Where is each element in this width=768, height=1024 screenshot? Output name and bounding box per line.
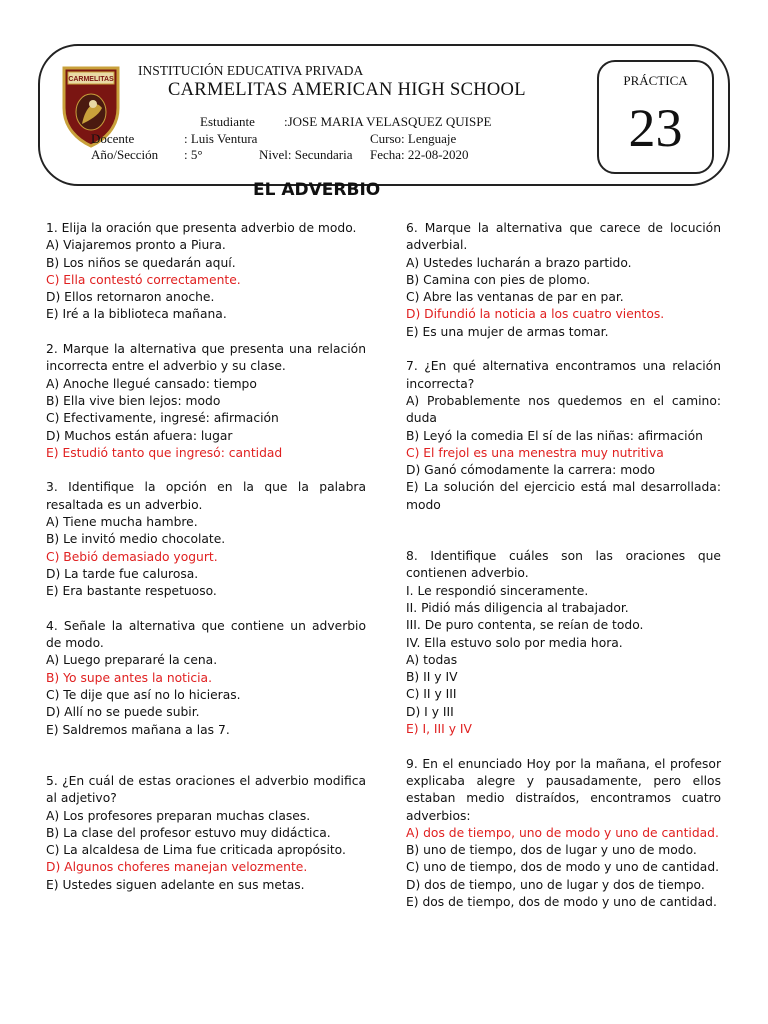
correct-option: D) Algunos choferes manejan velozmente. [46, 860, 308, 875]
right-column [406, 220, 721, 911]
option: D) Ellos retornaron anoche. [46, 290, 215, 305]
institution-name: INSTITUCIÓN EDUCATIVA PRIVADA [138, 63, 364, 78]
option: B) La clase del profesor estuvo muy didáctica. [46, 825, 331, 840]
section-value: : 5° [184, 147, 203, 162]
page-title: EL ADVERBIO [253, 180, 381, 200]
crest-text: CARMELITAS [68, 76, 114, 83]
correct-option: A) dos de tiempo, uno de modo y uno de cantidad. [406, 825, 719, 840]
practice-box [597, 60, 714, 174]
sentence: I. Le respondió sinceramente. [406, 583, 589, 598]
option: C) II y III [406, 687, 457, 702]
option: A) Los profesores preparan muchas clases. [46, 808, 311, 823]
option: A) Ustedes lucharán a brazo partido. [406, 255, 632, 270]
question-stem: 4. Señale la alternativa que contiene un adverbio de modo. [46, 618, 366, 651]
option: A) Luego prepararé la cena. [46, 653, 218, 668]
option: E) La solución del ejercicio está mal desarrollada: modo [406, 480, 721, 512]
option: B) Camina con pies de plomo. [406, 272, 591, 287]
question-stem: 6. Marque la alternativa que carece de locución adverbial. [406, 221, 721, 253]
option: D) dos de tiempo, uno de lugar y dos de tiempo. [406, 877, 705, 892]
left-column [46, 220, 366, 894]
practice-number: 23 [628, 98, 683, 158]
option: D) I y III [406, 704, 454, 719]
correct-option: B) Yo supe antes la noticia. [46, 670, 213, 685]
option: A) Tiene mucha hambre. [46, 515, 198, 530]
option: B) Ella vive bien lejos: modo [46, 393, 221, 408]
correct-option: C) Bebió demasiado yogurt. [46, 549, 218, 564]
student-value: :JOSE MARIA VELASQUEZ QUISPE [284, 114, 492, 129]
option: E) Iré a la biblioteca mañana. [46, 307, 227, 322]
option: E) Es una mujer de armas tomar. [406, 324, 609, 339]
option: A) Anoche llegué cansado: tiempo [46, 376, 257, 391]
option: E) Saldremos mañana a las 7. [46, 722, 230, 737]
option: C) La alcaldesa de Lima fue criticada apropósito. [46, 843, 346, 858]
level: Nivel: Secundaria [259, 147, 353, 162]
question-stem: 7. ¿En qué alternativa encontramos una relación incorrecta? [406, 359, 721, 391]
option: E) Era bastante respetuoso. [46, 584, 217, 599]
correct-option: D) Difundió la noticia a los cuatro vientos. [406, 307, 665, 322]
option: A) todas [406, 652, 458, 667]
question-stem: 8. Identifique cuáles son las oraciones que contienen adverbio. [406, 549, 721, 581]
teacher-label: Docente [91, 131, 135, 146]
practice-label: PRÁCTICA [623, 73, 688, 88]
student-label: Estudiante [200, 114, 255, 129]
option: C) Efectivamente, ingresé: afirmación [46, 411, 279, 426]
option: C) uno de tiempo, dos de modo y uno de cantidad. [406, 860, 720, 875]
option: B) II y IV [406, 670, 458, 685]
option: B) Le invitó medio chocolate. [46, 532, 226, 547]
question-stem: 9. En el enunciado Hoy por la mañana, el profesor explicaba alegre y pausadamente, pero ellos estaban medio distraídos, encontramos cuatro adverbios: [406, 756, 721, 823]
sentence: IV. Ella estuvo solo por media hora. [406, 635, 623, 650]
question-stem: 1. Elija la oración que presenta adverbio de modo. [46, 221, 357, 235]
option: D) Ganó cómodamente la carrera: modo [406, 463, 656, 478]
option: A) Probablemente nos quedemos en el camino: duda [406, 393, 721, 426]
option: E) dos de tiempo, dos de modo y uno de cantidad. [406, 894, 717, 909]
section-label: Año/Sección [91, 147, 159, 162]
option: C) Abre las ventanas de par en par. [406, 290, 624, 305]
correct-option: C) Ella contestó correctamente. [46, 272, 241, 287]
question-stem: 5. ¿En cuál de estas oraciones el adverbio modifica al adjetivo? [46, 773, 366, 806]
course: Curso: Lenguaje [370, 131, 457, 146]
option: B) Leyó la comedia El sí de las niñas: afirmación [406, 428, 703, 443]
date: Fecha: 22-08-2020 [370, 147, 469, 162]
option: B) uno de tiempo, dos de lugar y uno de modo. [406, 843, 697, 858]
school-name: CARMELITAS AMERICAN HIGH SCHOOL [168, 80, 526, 100]
option: D) La tarde fue calurosa. [46, 566, 199, 581]
option: A) Viajaremos pronto a Piura. [46, 238, 226, 253]
option: C) Te dije que así no lo hicieras. [46, 688, 241, 703]
option: B) Los niños se quedarán aquí. [46, 255, 236, 270]
sentence: II. Pidió más diligencia al trabajador. [406, 600, 629, 615]
correct-option: E) Estudió tanto que ingresó: cantidad [46, 445, 283, 460]
teacher-value: : Luis Ventura [184, 131, 258, 146]
sentence: III. De puro contenta, se reían de todo. [406, 618, 644, 633]
question-stem: 3. Identifique la opción en la que la palabra resaltada es un adverbio. [46, 480, 366, 512]
question-stem: 2. Marque la alternativa que presenta una relación incorrecta entre el adverbio y su clase. [46, 342, 366, 374]
option: D) Muchos están afuera: lugar [46, 428, 233, 443]
option: D) Allí no se puede subir. [46, 705, 200, 720]
option: E) Ustedes siguen adelante en sus metas. [46, 877, 305, 892]
correct-option: C) El frejol es una menestra muy nutritiva [406, 445, 664, 460]
correct-option: E) I, III y IV [406, 722, 472, 737]
